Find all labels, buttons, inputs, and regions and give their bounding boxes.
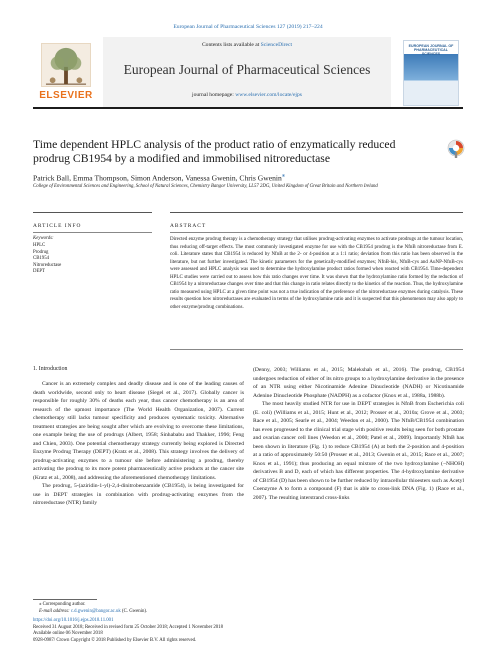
copyright-notice: 0928-0987/ Crown Copyright © 2018 Published by Elsevier B.V. All rights reserved. (33, 637, 197, 643)
body-column-left (33, 380, 244, 508)
sciencedirect-link[interactable]: ScienceDirect (260, 42, 293, 48)
body-paragraph: (Denny, 2003; Williams et al., 2015; Malekshah et al., 2016). The prodrug, CB1954 undergoes reduction of either of its nitro groups to a hydroxylamine derivative in the presence of an NTR using either Nicotinamide Adenine Dinucleotide (NADH) or Nicotinamide Adenine Dinucleotide Phosphate (NADPH) as a cofactor (Knox et al., 1988a, 1988b). (253, 367, 464, 399)
keyword-item: CB1954 (33, 256, 49, 262)
journal-banner (103, 37, 391, 107)
keywords-list (33, 243, 61, 276)
elsevier-wordmark: ELSEVIER (39, 90, 93, 101)
authors-text: Patrick Ball, Emma Thompson, Simon Anderson, Vanessa Gwenin, Chris Gwenin (33, 173, 282, 183)
homepage-line (103, 92, 391, 98)
keyword-item: Prodrug (33, 249, 49, 255)
contents-line (103, 42, 391, 48)
author-affiliation: College of Environmental Sciences and Engineering, School of Natural Sciences, Chemistry Bangor University, LL57 2DG, United Kingdom of Great Britain and Northern Ireland (33, 184, 378, 189)
divider (170, 349, 463, 350)
footnote-divider (33, 599, 97, 600)
email-line (33, 609, 333, 616)
body-column-right (253, 366, 464, 502)
section-heading: 1. Introduction (33, 366, 68, 372)
keyword-item: DEPT (33, 269, 45, 275)
email-label: E-mail address: (39, 608, 71, 614)
homepage-link[interactable]: www.elsevier.com/locate/ejps (235, 92, 302, 98)
email-suffix: (C. Gwenin). (120, 608, 148, 614)
cover-title: EUROPEAN JOURNAL OF PHARMACEUTICAL SCIENCES (408, 44, 454, 57)
online-date: Available online 06 November 2018 (33, 631, 103, 637)
contents-prefix: Contents lists available at (201, 42, 261, 48)
corresponding-author-note: ⁎ Corresponding author. (39, 602, 86, 607)
corresponding-author-mark[interactable]: ⁎ (281, 172, 285, 179)
keywords-label: Keywords: (33, 236, 54, 241)
divider (170, 212, 463, 213)
divider (33, 212, 152, 213)
journal-header (33, 37, 463, 109)
divider (170, 232, 463, 233)
keyword-item: HPLC (33, 243, 46, 248)
body-paragraph: The most heavily studied NTR for use in DEPT strategies is NfnB from Escherichia coli (E. coli) (Williams et al., 2015; Hunt et al., 2012; Prosser et al., 2010a; Grove et al., 2003; Race et al., 2005; Searle et al., 2004; Weedon et al., 2000). The NfnB/CB1954 combination has even progressed to the clinical trial stage with positive results being seen for both prostate and ovarian cancer cell lines (Weedon et al., 2000; Patel et al., 2009). Importantly NfnB has been shown in literature (Fig. 1) to reduce CB1954 (A) at both the 2-position and 4-position at a ratio of approximately 50:50 (Prosser et al., 2013; Gwenin et al., 2015; Race et al., 2007; Knox et al., 1991); thus producing an equal mixture of the two hydroxylamine (−NHOH) derivatives B and D, each of which has different properties. The 4-hydroxylamine derivative of CB1954 (D) has been shown to be further reduced by intracellular thioesters such as Acetyl Coenzyme A to form a compound (F) that is able to cross-link DNA (Fig. 1) (Race et al., 2007). The resulting interstrand cross-links (253, 401, 464, 501)
email-link[interactable]: c.d.gwenin@bangor.ac.uk (70, 608, 121, 614)
journal-citation-link[interactable]: European Journal of Pharmaceutical Sciences 127 (2019) 217–224 (173, 24, 323, 30)
keyword-item: Nitroreductase (33, 262, 62, 268)
author-list (33, 172, 463, 183)
doi-link[interactable]: https://doi.org/10.1016/j.ejps.2018.11.001 (33, 618, 114, 624)
divider (33, 232, 152, 233)
article-title: Time dependent HPLC analysis of the product ratio of enzymatically reduced prodrug CB1954 by a modified and immobilised nitroreductase (33, 138, 396, 165)
footnotes (33, 602, 333, 645)
journal-title: European Journal of Pharmaceutical Sciences (123, 62, 371, 77)
elsevier-tree-icon (41, 43, 91, 87)
body-paragraph: The prodrug, 5-(aziridin-1-yl)-2,4-dinitrobenzamide (CB1954), is being investigated for use in DEPT strategies in combination with prodrug-activating enzymes from the nitroreductase (NTR) family (33, 483, 244, 506)
received-dates: Received 31 August 2018; Received in revised form 25 October 2018; Accepted 1 November 2018 (33, 624, 223, 630)
abstract-text: Directed enzyme prodrug therapy is a chemotherapy strategy that utilises prodrug-activating enzymes to activate prodrugs at the tumour location, thus reducing off-target effects. The most commonly investigated enzyme for use with the CB1954 prodrug is the NfnB nitroreductase from E. coli. Literature states that CB1954 is reduced by NfnB at the 2- or 4-position at a 1:1 ratio; deviation from this ratio has been observed in the literature, but not further investigated. The kinetic parameters for the genetically-modified enzymes; NfnB-his, NfnB-cys and AuNP-NfnB-cys were assessed and HPLC analysis was used to determine the hydroxylamine product ratios formed when reacted with CB1954. Time-dependent HPLC studies were carried out to assess how this ratio changes over time. It was shown that the hydroxylamine ratio formed by the reduction of CB1954 by a nitroreductase changes over time and that this change in ratio relates directly to the kinetics of the reaction. Thus, the hydroxylamine ratio measured using HPLC at a given time point was not a true indication of the preference of the nitroreductase enzymes during catalysis. These results question how nitroreductases are evaluated in terms of the hydroxylamine ratio and it is suspected that this phenomenon may also apply to other enzyme/prodrug combinations. (170, 237, 464, 310)
elsevier-logo (33, 37, 99, 107)
crossmark-icon[interactable] (447, 139, 465, 159)
body-paragraph: Cancer is an extremely complex and deadly disease and is one of the leading causes of death worldwide, second only to heart disease (Siegel et al., 2017). Globally cancer is responsible for roughly 30% of deaths each year, thus cancer chemotherapy is an area of research of the upmost importance (The World Health Organization, 2007). Current chemotherapy still lacks tumour specificity and produces systematic toxicity. Alternative treatment strategies are being sought after which are evolving to overcome these limitations, one example being the use of prodrugs (Albert, 1958; Sinhababu and Thakker, 1996; Feng and Chien, 2003). One potential chemotherapy strategy currently being explored is Directed Enzyme Prodrug Therapy (DEPT) (Kratz et al., 2008). This strategy involves the delivery of prodrug-activating enzymes to a tumour site before administering a prodrug, thereby activating the prodrug to its more potent pharmaceutically active products at the cancer site (Kratz et al., 2008), and addressing the aforementioned chemotherapy limitations. (33, 381, 244, 481)
article-info-heading: ARTICLE INFO (33, 223, 82, 229)
journal-cover-thumbnail (403, 40, 459, 106)
abstract-heading: ABSTRACT (170, 223, 207, 229)
homepage-prefix: journal homepage: (192, 92, 236, 98)
